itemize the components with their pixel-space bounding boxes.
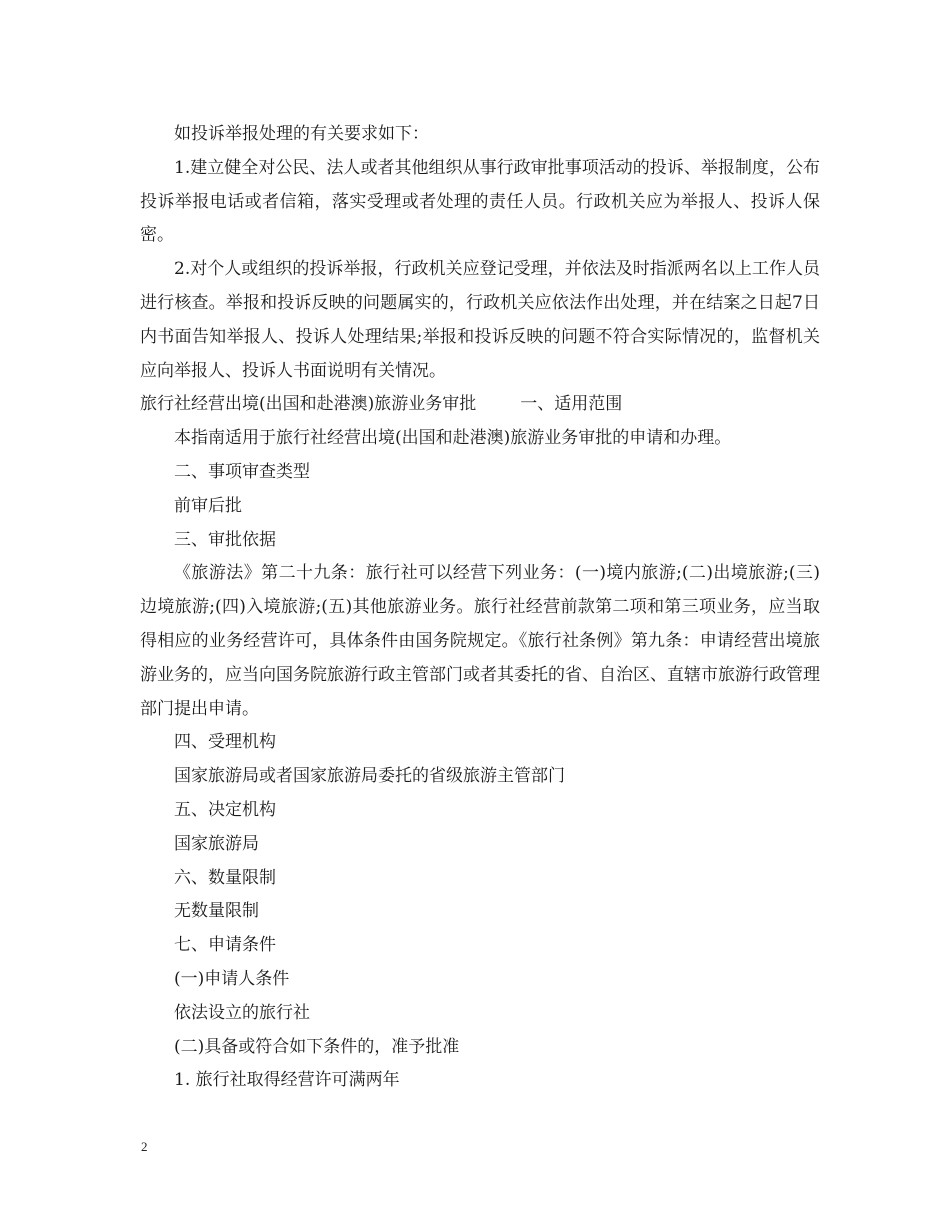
section-heading-deciding-agency: 五、决定机构 [174,799,276,820]
subheading-applicant: (一)申请人条件 [174,968,290,989]
section-heading-scope: 一、适用范围 [520,394,623,415]
paragraph-applicant: 依法设立的旅行社 [174,1002,310,1023]
paragraph-scope: 本指南适用于旅行社经营出境(出国和赴港澳)旅游业务审批的申请和办理。 [174,428,732,449]
paragraph-item-1: 1.建立健全对公民、法人或者其他组织从事行政审批事项活动的投诉、举报制度，公布投诉举报电话或者信箱，落实受理或者处理的责任人员。行政机关应为举报人、投诉人保密。 [140,157,820,246]
paragraph-intro: 如投诉举报处理的有关要求如下： [174,124,429,144]
section-heading-conditions: 七、申请条件 [174,935,276,956]
paragraph-condition-1: 1. 旅行社取得经营许可满两年 [174,1070,400,1091]
paragraph-quantity-limit: 无数量限制 [174,901,259,922]
page-number: 2 [141,1139,148,1154]
paragraph-item-2: 2.对个人或组织的投诉举报，行政机关应登记受理，并依法及时指派两名以上工作人员进行核查。举报和投诉反映的问题属实的，行政机关应依法作出处理，并在结案之日起7日内书面告知举报人、投诉人处理结果;举报和投诉反映的问题不符合实际情况的，监督机关应向举报人、投诉人书面说明有关情况。 [140,259,820,381]
paragraph-deciding-agency: 国家旅游局 [174,833,259,854]
body-text [140,118,820,1098]
subheading-approval-conditions: (二)具备或符合如下条件的，准予批准 [174,1036,460,1057]
section-heading-accepting-agency: 四、受理机构 [174,732,276,753]
section-heading-quantity-limit: 六、数量限制 [174,867,276,888]
section-heading-review-type: 二、事项审查类型 [174,461,310,482]
paragraph-review-type: 前审后批 [174,495,242,516]
paragraph-accepting-agency: 国家旅游局或者国家旅游局委托的省级旅游主管部门 [174,766,565,787]
section-heading-line [140,388,820,422]
section-heading-basis: 三、审批依据 [174,529,276,550]
document-title: 旅行社经营出境(出国和赴港澳)旅游业务审批 [140,394,477,415]
paragraph-basis: 《旅游法》第二十九条：旅行社可以经营下列业务：(一)境内旅游;(二)出境旅游;(三)边境旅游;(四)入境旅游;(五)其他旅游业务。旅行社经营前款第二项和第三项业务，应当取得相应的业务经营许可，具体条件由国务院规定。《旅行社条例》第九条：申请经营出境旅游业务的，应当向国务院旅游行政主管部门或者其委托的省、自治区、直辖市旅游行政管理部门提出申请。 [140,563,820,719]
